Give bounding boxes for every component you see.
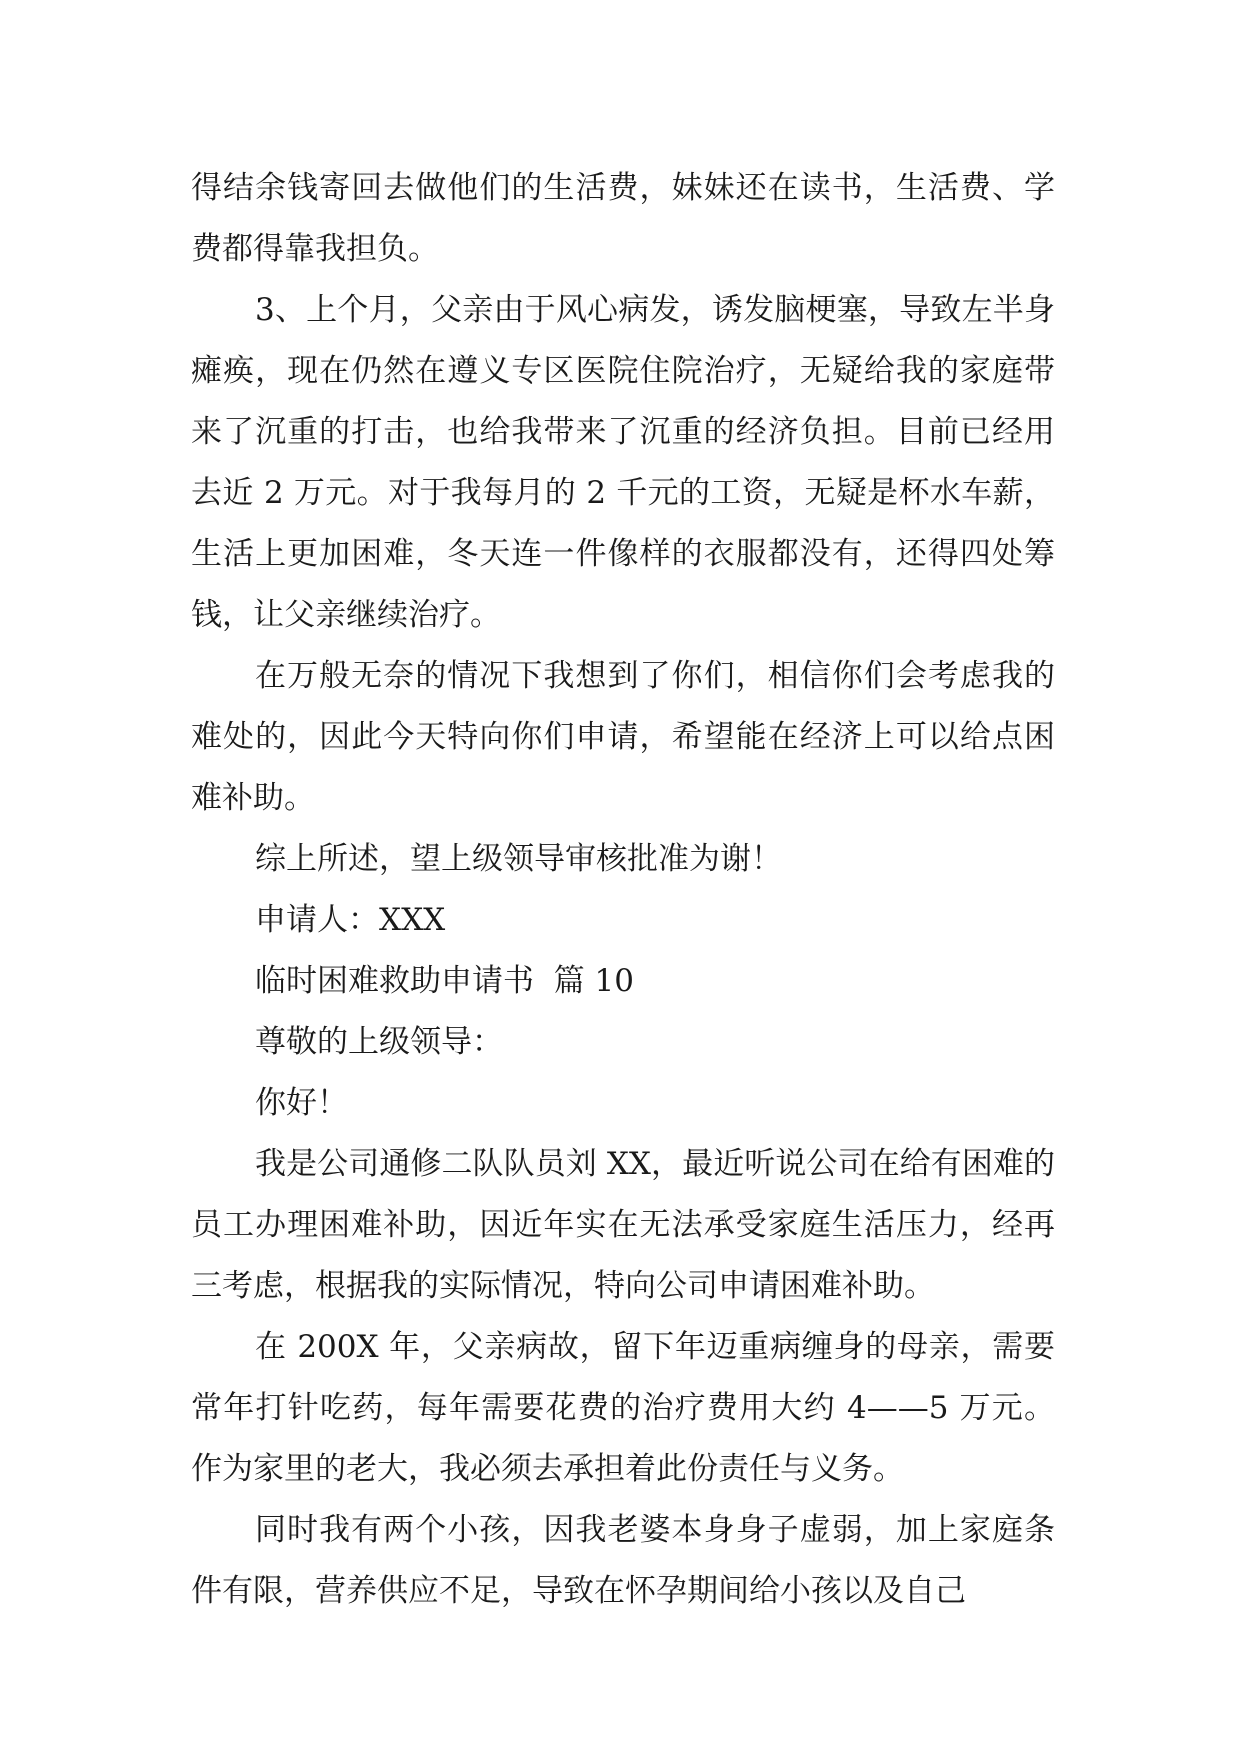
- greeting: 你好！: [255, 1085, 348, 1121]
- document-body: [191, 158, 1055, 1622]
- section-title: 临时困难救助申请书 篇 10: [255, 963, 635, 999]
- paragraph-request: 在万般无奈的情况下我想到了你们，相信你们会考虑我的难处的，因此今天特向你们申请，希望能在经济上可以给点困难补助。: [191, 658, 1055, 816]
- salutation: 尊敬的上级领导：: [255, 1024, 503, 1060]
- paragraph-conclusion: 综上所述，望上级领导审核批准为谢！: [255, 841, 782, 877]
- paragraph-living-expenses: 得结余钱寄回去做他们的生活费，妹妹还在读书，生活费、学费都得靠我担负。: [191, 170, 1055, 267]
- paragraph-father-illness: 3、上个月，父亲由于风心病发，诱发脑梗塞，导致左半身瘫痪，现在仍然在遵义专区医院住院治疗，无疑给我的家庭带来了沉重的打击，也给我带来了沉重的经济负担。目前已经用去近 2 万元。对于我每月的 2 千元的工资，无疑是杯水车薪，生活上更加困难，冬天连一件像样的衣服都没有，还得四处筹钱，让父亲继续治疗。: [191, 292, 1055, 633]
- paragraph-children: 同时我有两个小孩，因我老婆本身身子虚弱，加上家庭条件有限，营养供应不足，导致在怀孕期间给小孩以及自己: [191, 1512, 1055, 1609]
- paragraph-mother: 在 200X 年，父亲病故，留下年迈重病缠身的母亲，需要常年打针吃药，每年需要花费的治疗费用大约 4——5 万元。作为家里的老大，我必须去承担着此份责任与义务。: [191, 1329, 1055, 1487]
- applicant-line: 申请人：XXX: [255, 902, 446, 938]
- paragraph-introduction: 我是公司通修二队队员刘 XX，最近听说公司在给有困难的员工办理困难补助，因近年实在无法承受家庭生活压力，经再三考虑，根据我的实际情况，特向公司申请困难补助。: [191, 1146, 1055, 1304]
